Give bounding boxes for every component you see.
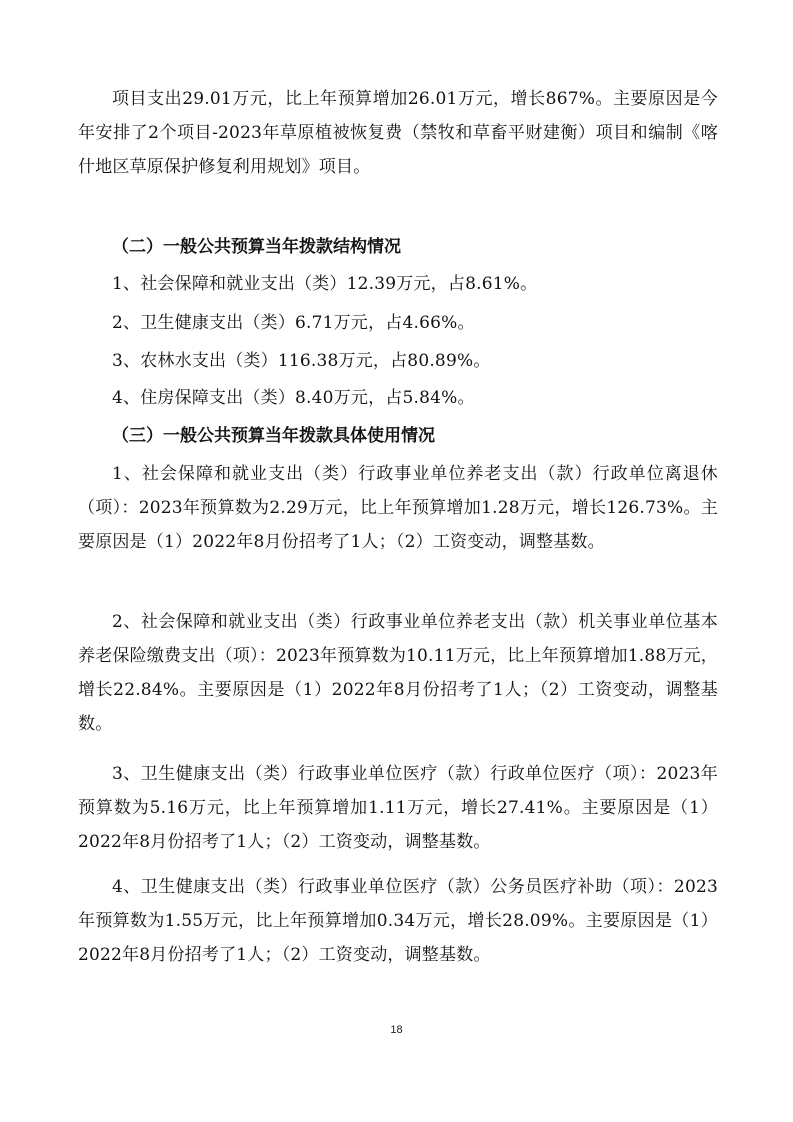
structure-item-social-security: 1、社会保障和就业支出（类）12.39万元，占8.61%。 <box>112 274 538 294</box>
usage-item-admin-medical: 3、卫生健康支出（类）行政事业单位医疗（款）行政单位医疗（项）：2023年预算数为5.16万元，比上年预算增加1.11万元，增长27.41%。主要原因是（1）2022年8月份招考了1人；（2）工资变动，调整基数。 <box>78 764 718 852</box>
structure-item-housing: 4、住房保障支出（类）8.40万元，占5.84%。 <box>112 388 475 408</box>
structure-item-agriculture: 3、农林水支出（类）116.38万元，占80.89%。 <box>112 351 491 371</box>
page-number: 18 <box>390 1024 403 1036</box>
paragraph-project-expenditure: 项目支出29.01万元，比上年预算增加26.01万元，增长867%。主要原因是今年安排了2个项目-2023年草原植被恢复费（禁牧和草畜平财建衡）项目和编制《喀什地区草原保护修复利用规划》项目。 <box>78 89 718 177</box>
usage-item-retirement: 1、社会保障和就业支出（类）行政事业单位养老支出（款）行政单位离退休（项）：2023年预算数为2.29万元，比上年预算增加1.28万元，增长126.73%。主要原因是（1）2022年8月份招考了1人；（2）工资变动，调整基数。 <box>78 464 718 552</box>
section-heading-structure: （二）一般公共预算当年拨款结构情况 <box>112 237 401 257</box>
structure-item-health: 2、卫生健康支出（类）6.71万元，占4.66%。 <box>112 313 475 333</box>
usage-item-civil-servant-medical: 4、卫生健康支出（类）行政事业单位医疗（款）公务员医疗补助（项）：2023年预算数为1.55万元，比上年预算增加0.34万元，增长28.09%。主要原因是（1）2022年8月份招考了1人；（2）工资变动，调整基数。 <box>78 877 718 965</box>
section-heading-usage: （三）一般公共预算当年拨款具体使用情况 <box>112 426 435 446</box>
usage-item-pension-insurance: 2、社会保障和就业支出（类）行政事业单位养老支出（款）机关事业单位基本养老保险缴费支出（项）：2023年预算数为10.11万元，比上年预算增加1.88万元，增长22.84%。主要原因是（1）2022年8月份招考了1人；（2）工资变动，调整基数。 <box>78 612 718 734</box>
